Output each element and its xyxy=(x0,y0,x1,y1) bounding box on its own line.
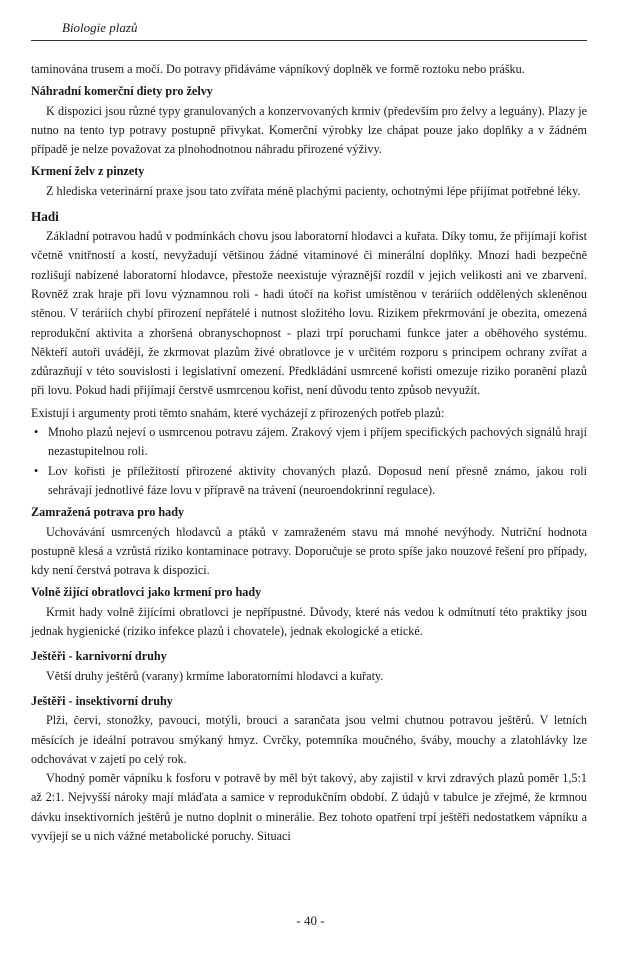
bullet-icon: • xyxy=(34,463,39,478)
heading-frozen-food: Zamražená potrava pro hady xyxy=(31,505,185,520)
heading-wild-vertebrates: Volně žijící obratlovci jako krmení pro hady xyxy=(31,585,262,600)
header-divider xyxy=(31,40,587,41)
paragraph-continuation: taminována trusem a močí. Do potravy přidáváme vápníkový doplněk ve formě roztoku nebo prášku. xyxy=(31,62,525,76)
paragraph-snakes: Základní potravou hadů v podmínkách chovu jsou laboratorní hlodavci a kuřata. Díky tomu, že přijímají kořist včetně vnitřností a kostí, nevyžadují většinou žádné vitaminové či minerální doplňky. Mnozí hadi bezpečně rozlišují nabízené laboratorní hlodavce, přestože neexistuje výraznější rozdíl v jejich velikosti ani ve zbarvení. Rovněž zrak hraje při lovu významnou roli - hadi útočí na kořist umístěnou v teráriích oddělených skleněnou stěnou. V teráriích chybí přirození nepřátelé i nutnost složitého lovu. Rizikem překrmování je obezita, omezená reprodukční aktivita a zhoršená obranyschopnost - plazi trpí poruchami funkce jater a oběhového systému. Někteří autoři uvádějí, že zkrmovat plazům živé obratlovce je v určitém rozporu s principem ochrany zvířat a zdůrazňují v této souvislosti i legislativní omezení. Předkládání usmrcené kořisti omezuje riziko poranění plazů při lovu. Pokud hadi přijímají čerstvě usmrcenou kořist, není důvodu tento způsob nevyužít. xyxy=(31,229,587,398)
paragraph-insectivorous-lizards-2: Vhodný poměr vápníku k fosforu v potravě by měl být takový, aby zajistil v krvi zdravých plazů poměr 1,5:1 až 2:1. Nejvyšší nároky mají mláďata a samice v reprodukčním období. Z údajů v tabulce je zřejmé, že krmnou dávku insektivorních ještěrů je nutno doplnit o minerálie. Bez tohoto opatření trpí ještěři nedostatkem vápníku a vyvíjejí se u nich vážné metabolické poruchy. Situaci xyxy=(31,771,587,843)
paragraph-commercial-diets: K dispozici jsou různé typy granulovaných a konzervovaných krmiv (především pro želvy a leguány). Plazy je nutno na tento typ potravy postupně přivykat. Komerční výrobky lze chápat pouze jako doplňky a v žádném případě je nelze považovat za plnohodnotnou náhradu přirozené výživy. xyxy=(31,103,587,157)
running-header: Biologie plazů xyxy=(62,20,138,35)
page-number: - 40 - xyxy=(296,913,325,928)
list-item-text: Mnoho plazů nejeví o usmrcenou potravu zájem. Zrakový vjem i příjem specifických pachových signálů hrají nezastupitelnou roli. xyxy=(48,425,587,459)
bullet-icon: • xyxy=(34,425,39,440)
list-item xyxy=(31,423,587,462)
heading-tweezers-feeding: Krmení želv z pinzety xyxy=(31,164,145,179)
arguments-list xyxy=(31,423,587,500)
paragraph-carnivorous-lizards: Větší druhy ještěrů (varany) krmíme laboratorními hlodavci a kuřaty. xyxy=(46,668,384,683)
paragraph-frozen-food: Uchovávání usmrcených hlodavců a ptáků v zamraženém stavu má mnohé nevýhody. Nutriční hodnota postupně klesá a vzrůstá riziko kontaminace potravy. Doporučuje se proto spíše jako nouzové řešení pro případy, kdy není čerstvá potrava k dispozici. xyxy=(31,524,587,578)
heading-snakes: Hadi xyxy=(31,209,59,225)
paragraph-insectivorous-lizards-1: Plži, červi, stonožky, pavouci, motýli, brouci a sarančata jsou velmi chutnou potravou ještěrů. V letních měsících je ideální potravou smýkaný hmyz. Cvrčky, potemníka moučného, šváby, mouchy a zlatohlávky lze odchovávat v zajetí po celý rok. xyxy=(31,713,587,766)
heading-carnivorous-lizards: Ještěři - karnivorní druhy xyxy=(31,649,167,664)
list-item-text: Lov kořisti je příležitostí přirozené aktivity chovaných plazů. Doposud není přesně známo, jakou roli sehrávají jednotlivé fáze lovu v přípravě na trávení (neuroendokrinní regulace). xyxy=(48,463,587,497)
page-content xyxy=(31,60,587,846)
paragraph-wild-vertebrates: Krmit hady volně žijícími obratlovci je nepřípustné. Důvody, které nás vedou k odmítnutí této praktiky jsou jednak hygienické (riziko infekce plazů i chovatele), jednak ekologické a etické. xyxy=(31,604,587,639)
heading-insectivorous-lizards: Ještěři - insektivorní druhy xyxy=(31,693,173,708)
list-item xyxy=(31,462,587,501)
heading-commercial-diets: Náhradní komerční diety pro želvy xyxy=(31,84,213,99)
paragraph-arguments: Existují i argumenty proti těmto snahám, které vycházejí z přirozených potřeb plazů: xyxy=(31,405,445,420)
paragraph-tweezers-feeding: Z hlediska veterinární praxe jsou tato zvířata méně plachými pacienty, ochotnými lépe přijímat potřebné léky. xyxy=(46,183,581,198)
